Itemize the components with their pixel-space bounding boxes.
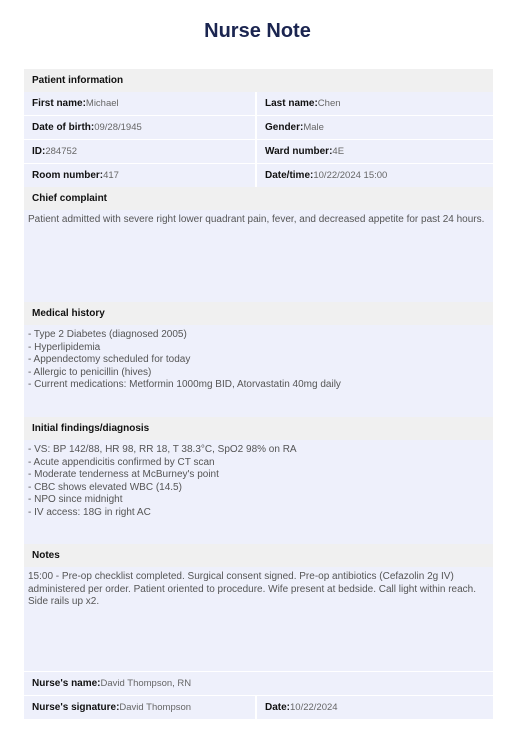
dob-field[interactable] [24,116,257,139]
gender-value: Male [303,122,324,133]
room-row [24,164,493,187]
gender-field[interactable] [257,116,493,139]
chief-complaint-text: Patient admitted with severe right lower quadrant pain, fever, and decreased appetite for past 24 hours. [28,214,485,225]
signature-date-field[interactable] [257,696,493,719]
datetime-label: Date/time: [265,170,314,181]
dob-row [24,116,493,140]
id-value: 284752 [45,146,78,157]
nurse-name-row [24,672,493,696]
gender-label: Gender: [265,122,304,133]
nurse-name-value: David Thompson, RN [100,678,192,689]
medical-history-line: - Hyperlipidemia [28,341,101,353]
datetime-value: 10/22/2024 15:00 [313,170,388,181]
dob-value: 09/28/1945 [94,122,142,133]
dob-label: Date of birth: [32,122,95,133]
initial-findings-line: - IV access: 18G in right AC [28,506,151,518]
name-row [24,92,493,116]
id-label: ID: [32,146,46,157]
initial-findings-line: - VS: BP 142/88, HR 98, RR 18, T 38.3°C, SpO2 98% on RA [28,444,297,455]
last-name-label: Last name: [265,98,318,109]
nurse-signature-value: David Thompson [119,702,192,713]
page-title: Nurse Note [204,20,311,42]
nurse-note-form [24,69,493,719]
ward-field[interactable] [257,140,493,163]
ward-label: Ward number: [265,146,333,157]
nurse-signature-label: Nurse's signature: [32,702,120,713]
room-field[interactable] [24,164,257,187]
notes-text: 15:00 - Pre-op checklist completed. Surgical consent signed. Pre-op antibiotics (Cefazolin 2g IV) administered per order. Patient oriented to procedure. Wife present at bedside. Call light within reach. Side rails up x2. [28,571,477,607]
notes-field[interactable] [24,567,493,671]
id-field[interactable] [24,140,257,163]
medical-history-line: - Appendectomy scheduled for today [28,354,191,365]
initial-findings-field[interactable] [24,440,493,544]
patient-information-header: Patient information [24,69,493,92]
initial-findings-line: - Acute appendicitis confirmed by CT scan [28,456,215,468]
first-name-label: First name: [32,98,86,109]
initial-findings-line: - Moderate tenderness at McBurney's point [28,469,219,480]
medical-history-line: - Current medications: Metformin 1000mg BID, Atorvastatin 40mg daily [28,379,341,390]
initial-findings-line: - NPO since midnight [28,494,123,505]
notes-header: Notes [24,544,493,567]
medical-history-header: Medical history [24,302,493,325]
last-name-field[interactable] [257,92,493,115]
room-value: 417 [103,170,119,181]
initial-findings-line: - CBC shows elevated WBC (14.5) [28,481,182,493]
chief-complaint-header: Chief complaint [24,187,493,210]
chief-complaint-field[interactable] [24,210,493,302]
signature-row [24,696,493,719]
initial-findings-header: Initial findings/diagnosis [24,417,493,440]
signature-date-label: Date: [265,702,291,713]
room-label: Room number: [32,170,104,181]
nurse-name-field[interactable] [24,672,493,695]
nurse-name-label: Nurse's name: [32,678,101,689]
medical-history-line: - Allergic to penicillin (hives) [28,366,152,378]
nurse-signature-field[interactable] [24,696,257,719]
first-name-field[interactable] [24,92,257,115]
last-name-value: Chen [317,98,341,109]
id-row [24,140,493,164]
medical-history-field[interactable] [24,325,493,417]
datetime-field[interactable] [257,164,493,187]
signature-date-value: 10/22/2024 [290,702,338,713]
ward-value: 4E [332,146,345,157]
medical-history-line: - Type 2 Diabetes (diagnosed 2005) [28,329,187,340]
first-name-value: Michael [85,98,119,109]
